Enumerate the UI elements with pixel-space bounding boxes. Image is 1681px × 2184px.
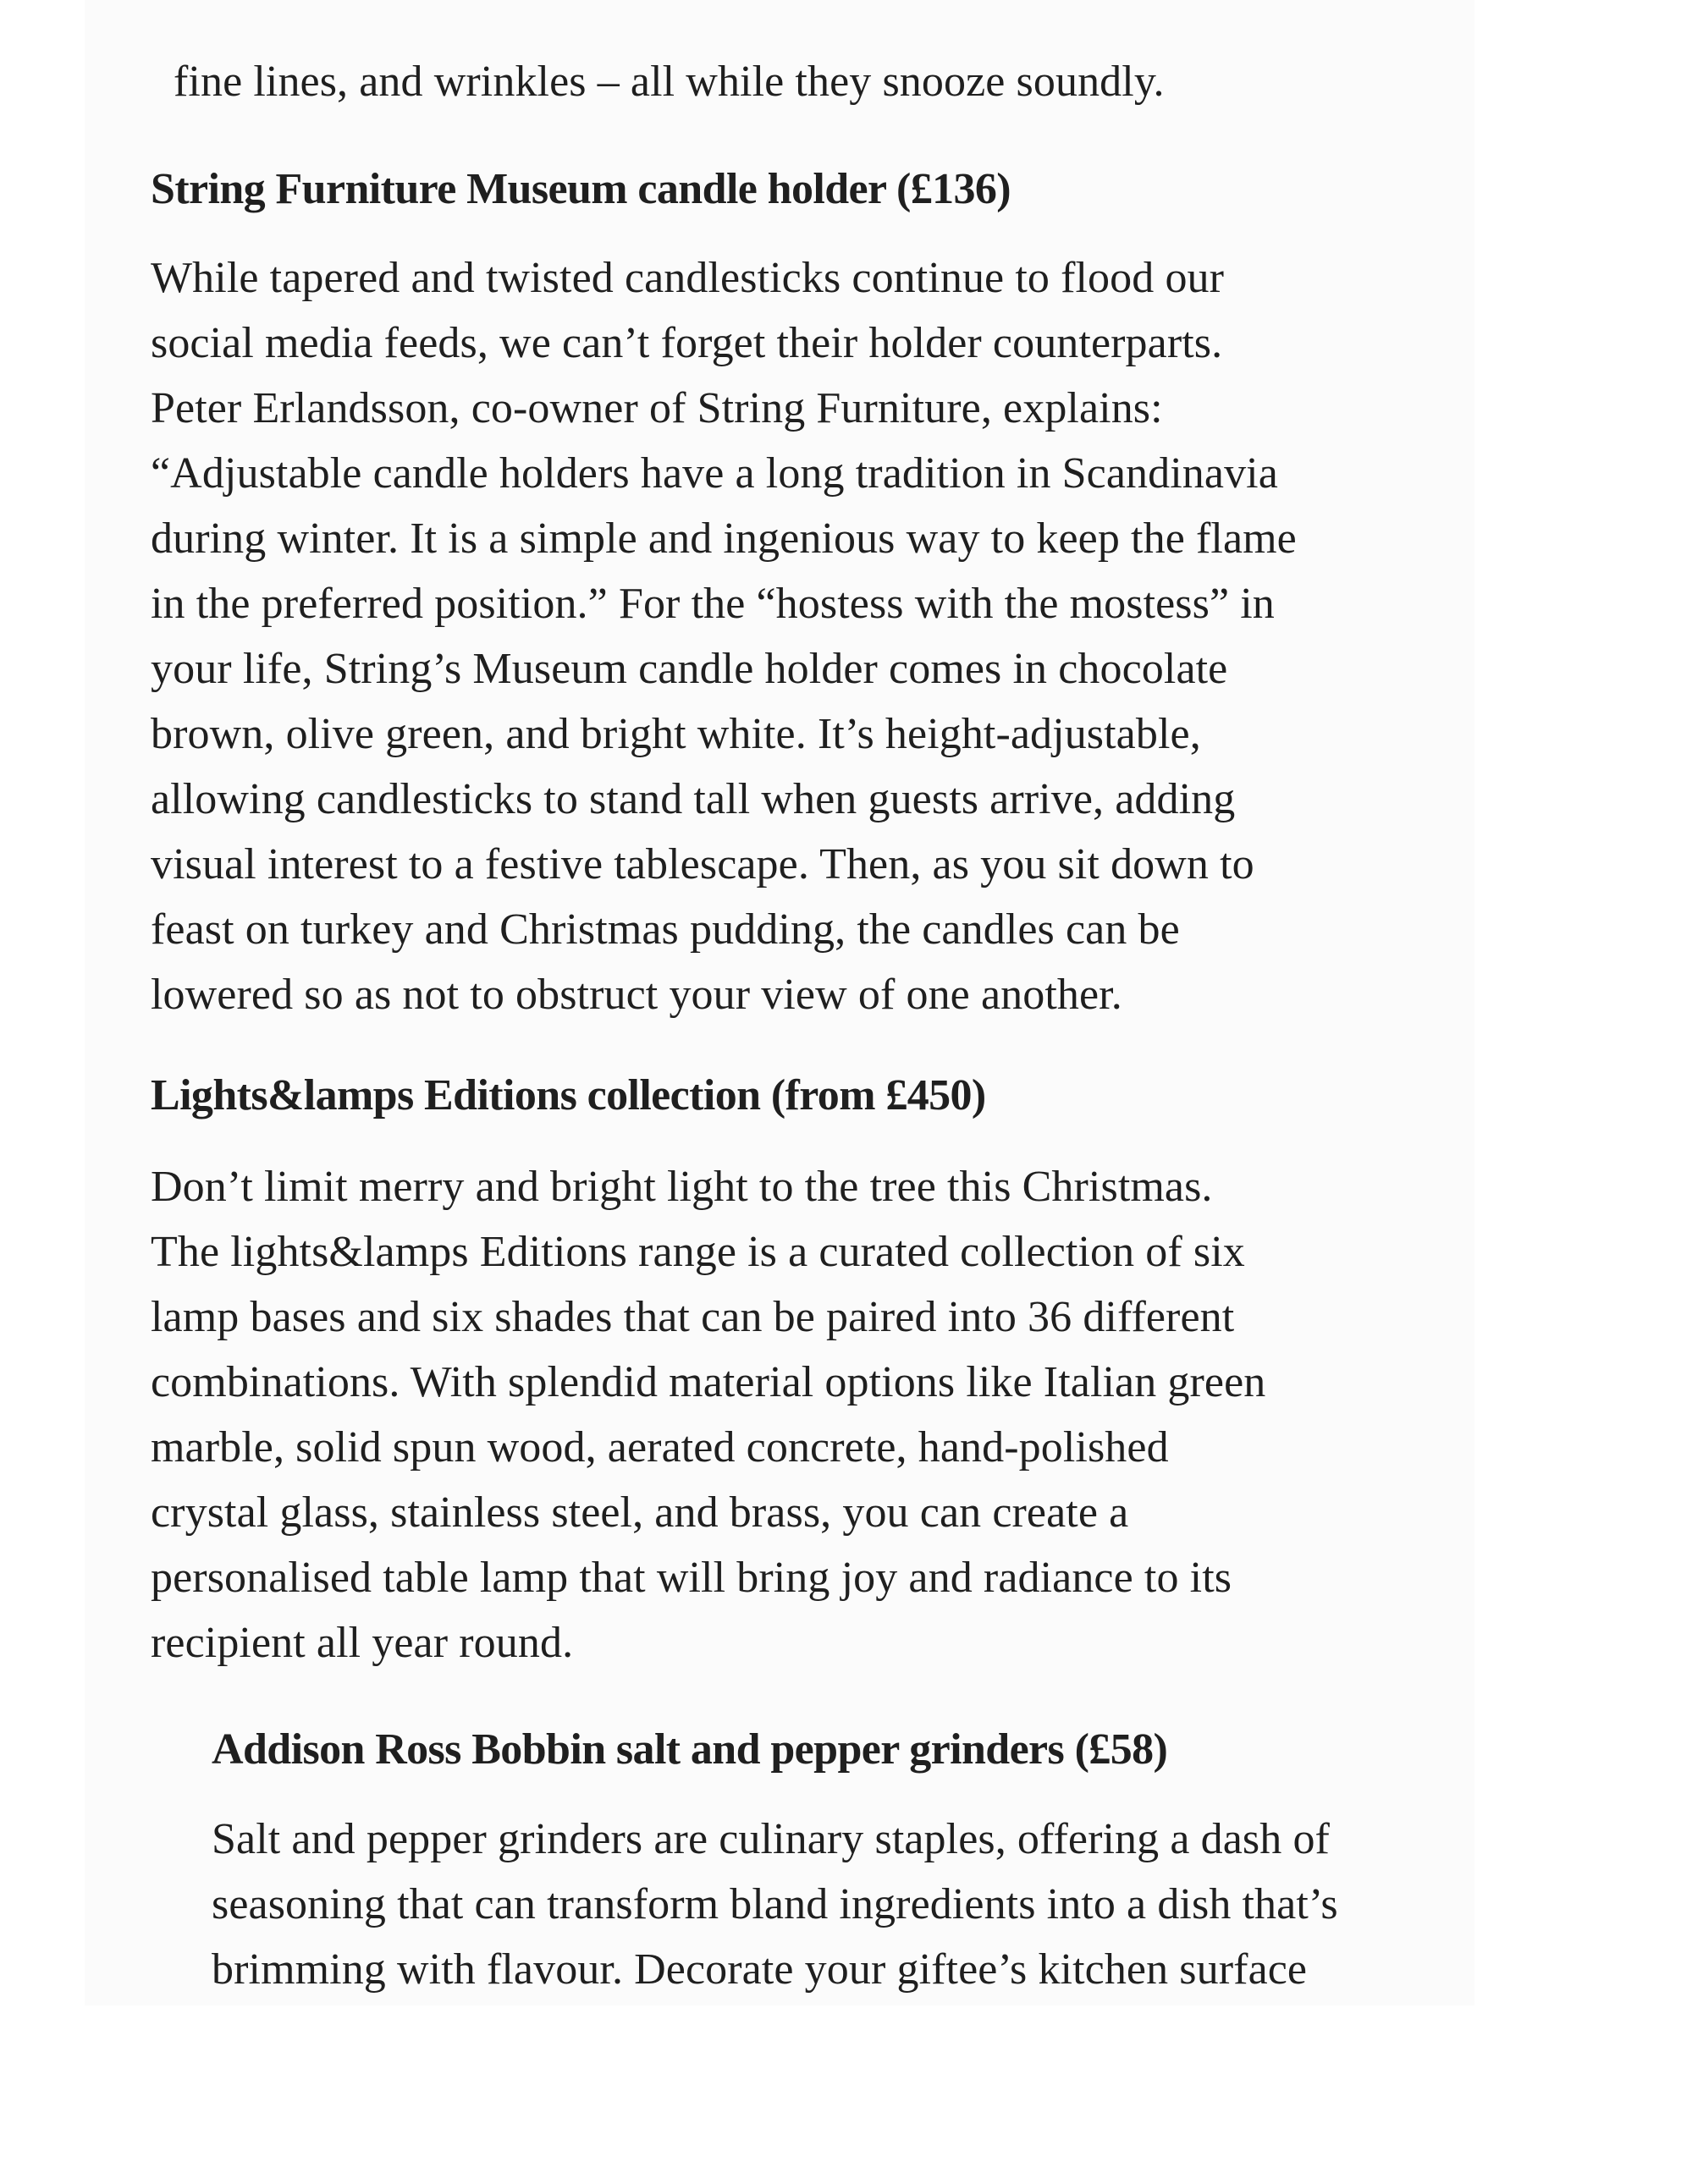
paragraph-line: “Adjustable candle holders have a long tradition in Scandinavia (151, 449, 1278, 498)
paragraph-line: lowered so as not to obstruct your view of one another. (151, 971, 1122, 1019)
section-addison-ross-body (212, 1807, 1532, 2002)
paragraph-line: brimming with flavour. Decorate your giftee’s kitchen surface (212, 1945, 1308, 1994)
paragraph-line: marble, solid spun wood, aerated concrete, hand-polished (151, 1423, 1169, 1472)
paragraph-line: The lights&lamps Editions range is a curated collection of six (151, 1228, 1245, 1276)
paragraph-line: visual interest to a festive tablescape. Then, as you sit down to (151, 840, 1254, 888)
paragraph-line: Salt and pepper grinders are culinary staples, offering a dash of (212, 1815, 1330, 1863)
paragraph-line: combinations. With splendid material options like Italian green (151, 1358, 1266, 1406)
paragraph-line: fine lines, and wrinkles – all while they snooze soundly. (174, 58, 1165, 106)
paragraph-line: personalised table lamp that will bring joy and radiance to its (151, 1554, 1232, 1602)
paragraph-line: feast on turkey and Christmas pudding, the candles can be (151, 905, 1180, 954)
paragraph (151, 1154, 1471, 1675)
paragraph (151, 245, 1471, 1027)
section-heading: String Furniture Museum candle holder (£136) (151, 165, 1011, 213)
paragraph-line: during winter. It is a simple and ingenious way to keep the flame (151, 514, 1297, 563)
section-heading: Addison Ross Bobbin salt and pepper grinders (£58) (212, 1725, 1168, 1774)
section-addison-ross (212, 1723, 1532, 1777)
paragraph-line: crystal glass, stainless steel, and brass, you can create a (151, 1488, 1129, 1537)
paragraph-line: your life, String’s Museum candle holder comes in chocolate (151, 645, 1228, 693)
section-lights-lamps (151, 1069, 1471, 1123)
paragraph-line: recipient all year round. (151, 1619, 574, 1667)
section-lights-lamps-body (151, 1154, 1471, 1675)
paragraph-line: Don’t limit merry and bright light to the tree this Christmas. (151, 1163, 1213, 1211)
paragraph (174, 49, 1494, 114)
paragraph-line: allowing candlesticks to stand tall when guests arrive, adding (151, 775, 1236, 823)
paragraph-line: brown, olive green, and bright white. It’s height-adjustable, (151, 710, 1201, 758)
section-heading: Lights&lamps Editions collection (from £450) (151, 1071, 986, 1120)
paragraph-line: While tapered and twisted candlesticks continue to flood our (151, 254, 1225, 302)
paragraph-line: lamp bases and six shades that can be paired into 36 different (151, 1293, 1235, 1341)
paragraph-line: social media feeds, we can’t forget their holder counterparts. (151, 319, 1223, 367)
section-string-furniture (151, 162, 1471, 217)
paragraph-line: Peter Erlandsson, co-owner of String Furniture, explains: (151, 384, 1163, 432)
paragraph-line: seasoning that can transform bland ingredients into a dish that’s (212, 1880, 1338, 1928)
intro-paragraph (174, 49, 1494, 114)
paragraph (212, 1807, 1532, 2002)
paragraph-line: in the preferred position.” For the “hostess with the mostess” in (151, 580, 1275, 628)
section-string-furniture-body (151, 245, 1471, 1027)
